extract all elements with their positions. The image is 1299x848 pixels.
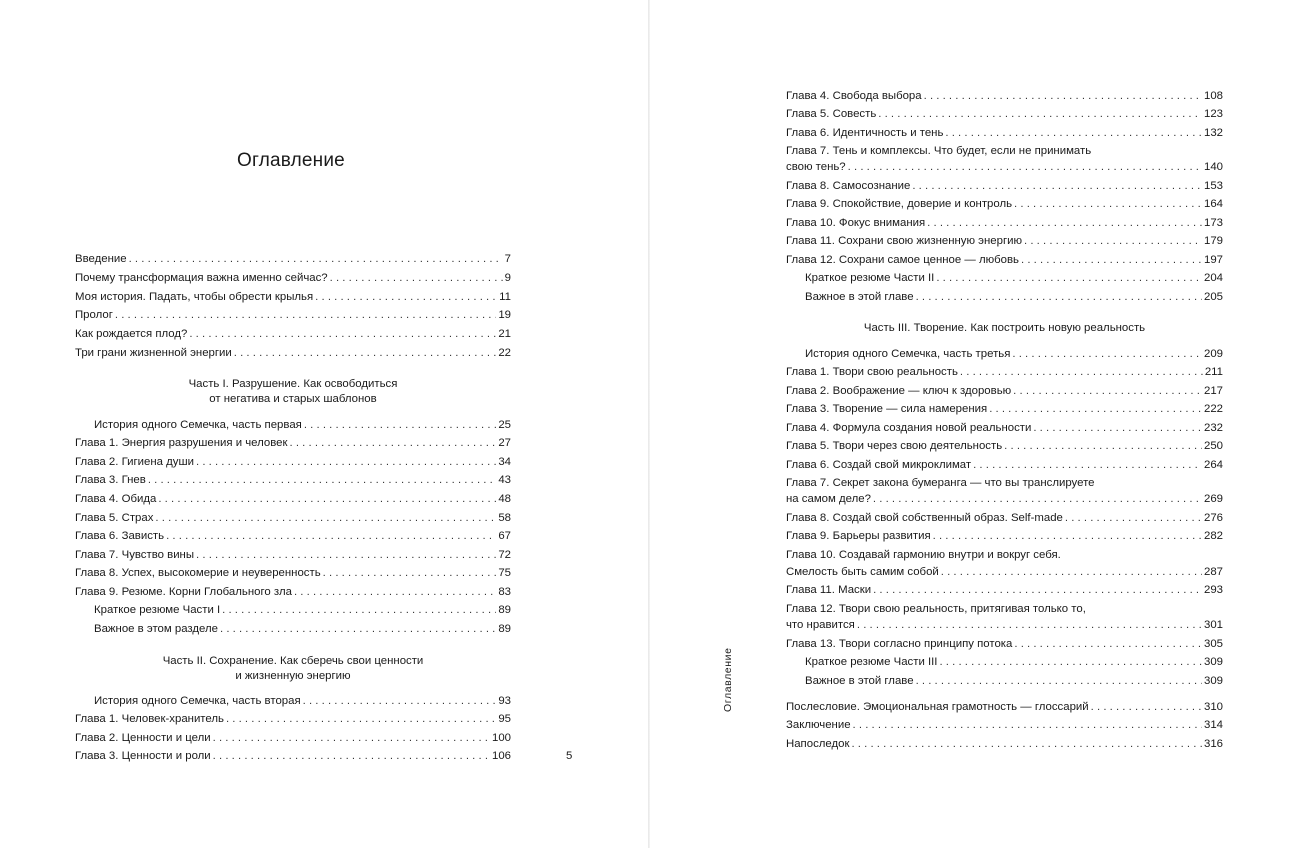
toc-entry-page: 153 bbox=[1203, 180, 1223, 192]
toc-entry-title: Глава 1. Энергия разрушения и человек bbox=[75, 437, 288, 449]
toc-entry-page: 309 bbox=[1203, 656, 1223, 668]
toc-entry-title: Глава 2. Гигиена души bbox=[75, 456, 194, 468]
toc-entry-page: 95 bbox=[498, 713, 511, 725]
toc-entry-page: 34 bbox=[498, 456, 511, 468]
right-page bbox=[650, 0, 1299, 848]
dot-leader bbox=[973, 458, 1202, 472]
dot-leader bbox=[304, 418, 497, 432]
toc-entry-title: Глава 3. Гнев bbox=[75, 474, 146, 486]
toc-entry bbox=[75, 566, 511, 580]
toc-entry-page: 25 bbox=[498, 419, 511, 431]
toc-entry bbox=[786, 737, 1223, 751]
toc-entry-page: 106 bbox=[491, 750, 511, 762]
toc-entry-title: Глава 4. Формула создания новой реальности bbox=[786, 422, 1032, 434]
dot-leader bbox=[1004, 439, 1202, 453]
toc-entry-page: 314 bbox=[1203, 719, 1223, 731]
toc-entry-title: Глава 9. Спокойствие, доверие и контроль bbox=[786, 198, 1013, 210]
toc-entry-title: История одного Семечка, часть третья bbox=[805, 348, 1011, 360]
toc-entry bbox=[786, 384, 1223, 398]
dot-leader bbox=[1014, 197, 1202, 211]
dot-leader bbox=[873, 492, 1202, 506]
toc-entry bbox=[786, 107, 1223, 121]
toc-entry bbox=[75, 308, 511, 322]
toc-entry-page: 19 bbox=[498, 309, 511, 321]
toc-entry-title: Глава 5. Твори через свою деятельность bbox=[786, 440, 1003, 452]
toc-entry-page: 276 bbox=[1203, 512, 1223, 524]
toc-entry-page: 264 bbox=[1203, 459, 1223, 471]
part-heading-line: Часть I. Разрушение. Как освободиться bbox=[188, 378, 398, 390]
toc-entry-title: Глава 6. Идентичность и тень bbox=[786, 127, 944, 139]
toc-entry-title-line1: Глава 10. Создавай гармонию внутри и вокруг себя. bbox=[786, 549, 1061, 561]
toc-entry-title: Заключение bbox=[786, 719, 851, 731]
toc-entry bbox=[94, 694, 511, 708]
toc-entry-page: 269 bbox=[1203, 493, 1223, 505]
toc-entry-title: на самом деле? bbox=[786, 493, 871, 505]
dot-leader bbox=[989, 402, 1202, 416]
toc-entry-page: 287 bbox=[1203, 566, 1223, 578]
toc-entry-page: 197 bbox=[1203, 254, 1223, 266]
toc-entry-page: 293 bbox=[1203, 584, 1223, 596]
toc-entry-title: Глава 12. Сохрани самое ценное — любовь bbox=[786, 254, 1019, 266]
toc-entry-page: 309 bbox=[1203, 675, 1223, 687]
toc-entry bbox=[75, 271, 511, 285]
dot-leader bbox=[196, 548, 496, 562]
dot-leader bbox=[213, 749, 490, 763]
toc-entry bbox=[786, 439, 1223, 453]
toc-entry bbox=[786, 197, 1223, 211]
toc-entry bbox=[786, 458, 1223, 472]
toc-entry-title: Глава 13. Твори согласно принципу потока bbox=[786, 638, 1013, 650]
part-heading bbox=[75, 377, 511, 407]
toc-entry-title: Краткое резюме Части I bbox=[94, 604, 221, 616]
toc-entry-title: Глава 2. Ценности и цели bbox=[75, 732, 211, 744]
toc-entry bbox=[786, 511, 1223, 525]
toc-entry-page: 209 bbox=[1203, 348, 1223, 360]
toc-entry-title: Моя история. Падать, чтобы обрести крылья bbox=[75, 291, 314, 303]
toc-entry-page: 9 bbox=[504, 272, 511, 284]
toc-entry-title: Глава 1. Твори свою реальность bbox=[786, 366, 958, 378]
toc-entry bbox=[786, 618, 1223, 632]
toc-entry-page: 132 bbox=[1203, 127, 1223, 139]
toc-entry-title: История одного Семечка, часть первая bbox=[94, 419, 302, 431]
toc-entry-title: что нравится bbox=[786, 619, 855, 631]
dot-leader bbox=[330, 271, 503, 285]
toc-entry bbox=[75, 548, 511, 562]
toc-entry-title: Краткое резюме Части III bbox=[805, 656, 938, 668]
dot-leader bbox=[916, 290, 1202, 304]
dot-leader bbox=[303, 694, 497, 708]
toc-entry bbox=[94, 603, 511, 617]
toc-entry-title: Введение bbox=[75, 253, 127, 265]
toc-entry-title: Смелость быть самим собой bbox=[786, 566, 939, 578]
toc-entry bbox=[75, 436, 511, 450]
toc-entry-page: 310 bbox=[1203, 701, 1223, 713]
toc-entry-title-line1: Глава 7. Секрет закона бумеранга — что вы транслируете bbox=[786, 477, 1095, 489]
dot-leader bbox=[1033, 421, 1202, 435]
dot-leader bbox=[927, 216, 1202, 230]
toc-entry bbox=[94, 622, 511, 636]
dot-leader bbox=[234, 346, 497, 360]
toc-entry-title: Послесловие. Эмоциональная грамотность — глоссарий bbox=[786, 701, 1089, 713]
dot-leader bbox=[936, 271, 1202, 285]
dot-leader bbox=[853, 718, 1202, 732]
dot-leader bbox=[851, 737, 1202, 751]
toc-entry-title: Глава 3. Ценности и роли bbox=[75, 750, 211, 762]
toc-entry bbox=[75, 585, 511, 599]
dot-leader bbox=[1065, 511, 1202, 525]
toc-entry-page: 75 bbox=[498, 567, 511, 579]
toc-entry bbox=[786, 126, 1223, 140]
toc-entry-page: 282 bbox=[1203, 530, 1223, 542]
toc-entry bbox=[75, 346, 511, 360]
toc-entry bbox=[786, 637, 1223, 651]
toc-entry-page: 58 bbox=[498, 512, 511, 524]
dot-leader bbox=[1014, 637, 1202, 651]
toc-entry bbox=[75, 492, 511, 506]
toc-entry-page: 204 bbox=[1203, 272, 1223, 284]
dot-leader bbox=[115, 308, 496, 322]
dot-leader bbox=[315, 290, 497, 304]
toc-entry bbox=[805, 271, 1223, 285]
dot-leader bbox=[155, 511, 496, 525]
dot-leader bbox=[226, 712, 496, 726]
toc-entry-page: 48 bbox=[498, 493, 511, 505]
toc-entry bbox=[805, 674, 1223, 688]
dot-leader bbox=[213, 731, 490, 745]
toc-entry-title: Глава 10. Фокус внимания bbox=[786, 217, 926, 229]
toc-entry-title: Глава 9. Барьеры развития bbox=[786, 530, 931, 542]
toc-entry-page: 89 bbox=[498, 604, 511, 616]
dot-leader bbox=[148, 473, 497, 487]
toc-entry-page: 11 bbox=[499, 291, 511, 303]
toc-entry-title: Глава 8. Успех, высокомерие и неуверенность bbox=[75, 567, 321, 579]
toc-entry bbox=[786, 402, 1223, 416]
toc-entry-page: 179 bbox=[1203, 235, 1223, 247]
toc-entry-title: Три грани жизненной энергии bbox=[75, 347, 232, 359]
toc-entry-title-line1: Глава 7. Тень и комплексы. Что будет, если не принимать bbox=[786, 145, 1092, 157]
toc-entry bbox=[94, 418, 511, 432]
left-page bbox=[0, 0, 648, 848]
toc-entry-page: 222 bbox=[1203, 403, 1223, 415]
toc-entry-page: 250 bbox=[1203, 440, 1223, 452]
page-number: 5 bbox=[566, 750, 573, 762]
toc-entry-page: 21 bbox=[498, 328, 511, 340]
dot-leader bbox=[941, 565, 1202, 579]
dot-leader bbox=[878, 107, 1202, 121]
dot-leader bbox=[1021, 253, 1202, 267]
toc-entry-title: Важное в этой главе bbox=[805, 291, 914, 303]
toc-entry-page: 108 bbox=[1203, 90, 1223, 102]
toc-entry bbox=[786, 365, 1223, 379]
dot-leader bbox=[323, 566, 497, 580]
toc-entry bbox=[786, 253, 1223, 267]
dot-leader bbox=[1013, 384, 1202, 398]
toc-entry bbox=[75, 731, 511, 745]
toc-entry bbox=[786, 216, 1223, 230]
dot-leader bbox=[290, 436, 497, 450]
dot-leader bbox=[924, 89, 1202, 103]
dot-leader bbox=[939, 655, 1202, 669]
dot-leader bbox=[158, 492, 496, 506]
toc-entry bbox=[786, 492, 1223, 506]
toc-entry bbox=[75, 290, 511, 304]
toc-entry-title: Глава 4. Свобода выбора bbox=[786, 90, 922, 102]
toc-entry-title: Пролог bbox=[75, 309, 113, 321]
dot-leader bbox=[933, 529, 1202, 543]
dot-leader bbox=[848, 160, 1202, 174]
toc-entry-page: 301 bbox=[1203, 619, 1223, 631]
toc-entry-title: Напоследок bbox=[786, 738, 850, 750]
toc-entry bbox=[805, 655, 1223, 669]
toc-entry bbox=[805, 290, 1223, 304]
toc-entry-page: 232 bbox=[1203, 422, 1223, 434]
toc-entry bbox=[75, 712, 511, 726]
toc-entry-title: Почему трансформация важна именно сейчас? bbox=[75, 272, 328, 284]
toc-entry-title: Глава 11. Маски bbox=[786, 584, 872, 596]
toc-entry-page: 22 bbox=[498, 347, 511, 359]
toc-entry bbox=[786, 234, 1223, 248]
toc-entry-page: 217 bbox=[1203, 385, 1223, 397]
toc-entry-page: 140 bbox=[1203, 161, 1223, 173]
toc-entry-title: свою тень? bbox=[786, 161, 846, 173]
toc-entry-title: Глава 4. Обида bbox=[75, 493, 157, 505]
toc-entry-title: История одного Семечка, часть вторая bbox=[94, 695, 301, 707]
toc-entry bbox=[786, 179, 1223, 193]
toc-entry-page: 93 bbox=[498, 695, 511, 707]
toc-entry bbox=[786, 700, 1223, 714]
toc-entry-title: Глава 6. Создай свой микроклимат bbox=[786, 459, 972, 471]
dot-leader bbox=[189, 327, 496, 341]
dot-leader bbox=[912, 179, 1202, 193]
toc-entry bbox=[786, 565, 1223, 579]
toc-entry bbox=[75, 511, 511, 525]
toc-entry-page: 83 bbox=[498, 586, 511, 598]
toc-entry-title: Глава 5. Совесть bbox=[786, 108, 877, 120]
part-heading-line: от негатива и старых шаблонов bbox=[209, 393, 377, 405]
dot-leader bbox=[1091, 700, 1202, 714]
toc-entry-title: Глава 1. Человек-хранитель bbox=[75, 713, 224, 725]
dot-leader bbox=[945, 126, 1202, 140]
toc-entry bbox=[786, 529, 1223, 543]
toc-entry bbox=[75, 252, 511, 266]
toc-entry-title: Глава 8. Самосознание bbox=[786, 180, 911, 192]
toc-entry-page: 205 bbox=[1203, 291, 1223, 303]
part-heading: Часть III. Творение. Как построить новую реальность bbox=[863, 322, 1146, 334]
toc-entry-page: 7 bbox=[504, 253, 511, 265]
toc-entry-title: Краткое резюме Части II bbox=[805, 272, 935, 284]
toc-entry-title: Глава 7. Чувство вины bbox=[75, 549, 195, 561]
part-heading-line: Часть II. Сохранение. Как сберечь свои ценности bbox=[162, 655, 424, 667]
toc-entry-page: 164 bbox=[1203, 198, 1223, 210]
toc-entry bbox=[75, 455, 511, 469]
toc-entry bbox=[75, 473, 511, 487]
toc-entry bbox=[75, 327, 511, 341]
part-heading bbox=[75, 654, 511, 684]
toc-entry-title: Глава 2. Воображение — ключ к здоровью bbox=[786, 385, 1012, 397]
toc-entry-title: Важное в этом разделе bbox=[94, 623, 218, 635]
dot-leader bbox=[129, 252, 503, 266]
toc-entry-title: Глава 8. Создай свой собственный образ. Self-made bbox=[786, 512, 1063, 524]
toc-entry-title-line1: Глава 12. Твори свою реальность, притягивая только то, bbox=[786, 603, 1086, 615]
toc-entry-title: Глава 5. Страх bbox=[75, 512, 154, 524]
toc-entry-page: 67 bbox=[498, 530, 511, 542]
toc-entry bbox=[786, 583, 1223, 597]
dot-leader bbox=[1024, 234, 1202, 248]
dot-leader bbox=[916, 674, 1202, 688]
dot-leader bbox=[294, 585, 496, 599]
toc-entry-title: Глава 11. Сохрани свою жизненную энергию bbox=[786, 235, 1023, 247]
dot-leader bbox=[166, 529, 496, 543]
toc-entry bbox=[75, 749, 511, 763]
toc-entry bbox=[75, 529, 511, 543]
toc-entry-page: 316 bbox=[1203, 738, 1223, 750]
dot-leader bbox=[220, 622, 496, 636]
toc-entry-page: 72 bbox=[498, 549, 511, 561]
toc-entry-title: Глава 3. Творение — сила намерения bbox=[786, 403, 988, 415]
toc-entry-page: 173 bbox=[1203, 217, 1223, 229]
toc-entry-page: 211 bbox=[1204, 366, 1223, 378]
toc-entry-page: 89 bbox=[498, 623, 511, 635]
toc-entry-title: Глава 6. Зависть bbox=[75, 530, 165, 542]
toc-entry bbox=[786, 89, 1223, 103]
toc-entry bbox=[786, 160, 1223, 174]
dot-leader bbox=[873, 583, 1202, 597]
dot-leader bbox=[1012, 347, 1202, 361]
running-head: Оглавление bbox=[722, 647, 734, 712]
toc-entry bbox=[786, 718, 1223, 732]
toc-entry bbox=[786, 421, 1223, 435]
toc-entry-page: 100 bbox=[491, 732, 511, 744]
page-title: Оглавление bbox=[237, 150, 345, 171]
toc-entry-title: Как рождается плод? bbox=[75, 328, 188, 340]
toc-entry-page: 305 bbox=[1203, 638, 1223, 650]
dot-leader bbox=[222, 603, 496, 617]
toc-entry-title: Важное в этой главе bbox=[805, 675, 914, 687]
toc-entry-page: 123 bbox=[1203, 108, 1223, 120]
toc-entry-page: 43 bbox=[498, 474, 511, 486]
part-heading-line: и жизненную энергию bbox=[235, 670, 351, 682]
toc-entry-page: 27 bbox=[498, 437, 511, 449]
toc-entry-title: Глава 9. Резюме. Корни Глобального зла bbox=[75, 586, 292, 598]
toc-entry bbox=[805, 347, 1223, 361]
dot-leader bbox=[857, 618, 1202, 632]
dot-leader bbox=[960, 365, 1203, 379]
dot-leader bbox=[196, 455, 496, 469]
